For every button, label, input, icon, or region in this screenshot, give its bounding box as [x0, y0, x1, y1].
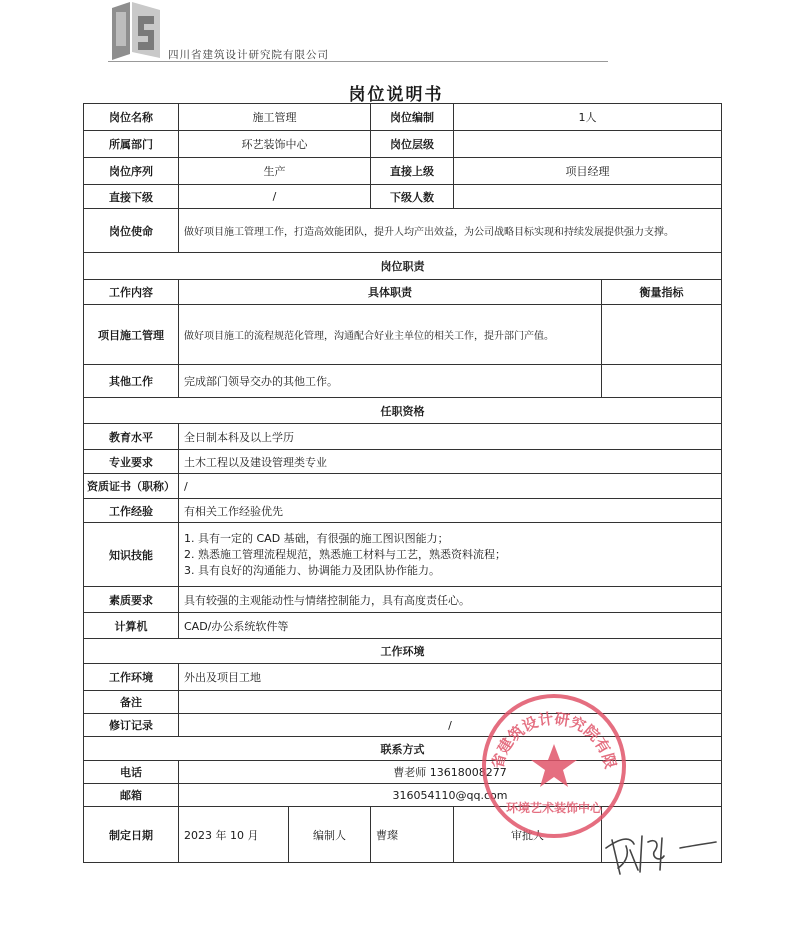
level-value [454, 131, 722, 158]
skills-list [179, 523, 722, 587]
remark-label: 备注 [84, 691, 179, 714]
list-item: 1. 具有一定的 CAD 基础，有很强的施工图识图能力； [184, 531, 449, 545]
revision-label: 修订记录 [84, 714, 179, 737]
experience-value: 有相关工作经验优先 [179, 499, 722, 523]
subordinate-value: / [179, 185, 371, 209]
duties-header-row [84, 280, 722, 305]
certificate-label: 资质证书（职称） [84, 474, 179, 499]
svg-text:四川省建筑设计研究院有限公司: 省建筑设计研究院有限 [488, 709, 620, 771]
editor-value: 曹璨 [371, 807, 454, 863]
revision-value: / [179, 714, 722, 737]
duty-metric [602, 305, 722, 365]
duty-content: 其他工作 [84, 365, 179, 398]
sequence-value: 生产 [179, 158, 371, 185]
contact-section-title: 联系方式 [84, 737, 722, 761]
superior-label: 直接上级 [371, 158, 454, 185]
sequence-label: 岗位序列 [84, 158, 179, 185]
row-mission [84, 209, 722, 253]
email-value: 316054110@qq.com [179, 784, 722, 807]
section-qualifications [84, 398, 722, 424]
experience-label: 工作经验 [84, 499, 179, 523]
position-name-value: 施工管理 [179, 104, 371, 131]
subordinate-count-label: 下级人数 [371, 185, 454, 209]
row-major [84, 450, 722, 474]
computer-label: 计算机 [84, 613, 179, 639]
section-environment [84, 639, 722, 664]
qualifications-section-title: 任职资格 [84, 398, 722, 424]
company-name: 四川省建筑设计研究院有限公司 [168, 49, 329, 61]
date-label: 制定日期 [84, 807, 179, 863]
phone-value: 曹老师 13618008277 [179, 761, 722, 784]
row-position-name [84, 104, 722, 131]
headcount-label: 岗位编制 [371, 104, 454, 131]
row-quality [84, 587, 722, 613]
duties-col-metric: 衡量指标 [602, 280, 722, 305]
duty-metric [602, 365, 722, 398]
duty-detail: 做好项目施工的流程规范化管理，沟通配合好业主单位的相关工作，提升部门产值。 [179, 305, 602, 365]
svg-text:环境艺术装饰中心: 环境艺术装饰中心 [505, 801, 603, 815]
row-skills [84, 523, 722, 587]
environment-section-title: 工作环境 [84, 639, 722, 664]
table-row [84, 365, 722, 398]
row-experience [84, 499, 722, 523]
computer-value: CAD/办公系统软件等 [179, 613, 722, 639]
duties-section-title: 岗位职责 [84, 253, 722, 280]
section-duties [84, 253, 722, 280]
mission-label: 岗位使命 [84, 209, 179, 253]
row-subordinate [84, 185, 722, 209]
skills-label: 知识技能 [84, 523, 179, 587]
department-label: 所属部门 [84, 131, 179, 158]
duty-detail: 完成部门领导交办的其他工作。 [179, 365, 602, 398]
approver-label: 审批人 [454, 807, 602, 863]
document-title: 岗位说明书 [348, 85, 444, 105]
superior-value: 项目经理 [454, 158, 722, 185]
list-item: 2. 熟悉施工管理流程规范，熟悉施工材料与工艺，熟悉资料流程； [184, 547, 506, 561]
email-label: 邮箱 [84, 784, 179, 807]
row-computer [84, 613, 722, 639]
quality-value: 具有较强的主观能动性与情绪控制能力，具有高度责任心。 [179, 587, 722, 613]
subordinate-label: 直接下级 [84, 185, 179, 209]
header-divider [108, 61, 608, 62]
date-value: 2023 年 10 月 [179, 807, 289, 863]
position-name-label: 岗位名称 [84, 104, 179, 131]
table-row [84, 305, 722, 365]
row-certificate [84, 474, 722, 499]
department-value: 环艺装饰中心 [179, 131, 371, 158]
editor-label: 编制人 [289, 807, 371, 863]
handwritten-signature-icon [600, 818, 720, 878]
headcount-value: 1人 [454, 104, 722, 131]
subordinate-count-value [454, 185, 722, 209]
mission-value: 做好项目施工管理工作，打造高效能团队，提升人均产出效益，为公司战略目标实现和持续发展提供强力支撑。 [179, 209, 722, 253]
company-logo-icon [110, 2, 162, 60]
remark-value [179, 691, 722, 714]
quality-label: 素质要求 [84, 587, 179, 613]
duties-col-detail: 具体职责 [179, 280, 602, 305]
major-label: 专业要求 [84, 450, 179, 474]
duties-col-content: 工作内容 [84, 280, 179, 305]
duty-content: 项目施工管理 [84, 305, 179, 365]
environment-value: 外出及项目工地 [179, 664, 722, 691]
major-value: 土木工程以及建设管理类专业 [179, 450, 722, 474]
level-label: 岗位层级 [371, 131, 454, 158]
phone-label: 电话 [84, 761, 179, 784]
list-item: 3. 具有良好的沟通能力、协调能力及团队协作能力。 [184, 563, 440, 577]
education-value: 全日制本科及以上学历 [179, 424, 722, 450]
environment-label: 工作环境 [84, 664, 179, 691]
education-label: 教育水平 [84, 424, 179, 450]
certificate-value: / [179, 474, 722, 499]
row-education [84, 424, 722, 450]
row-sequence [84, 158, 722, 185]
row-department [84, 131, 722, 158]
row-environment [84, 664, 722, 691]
